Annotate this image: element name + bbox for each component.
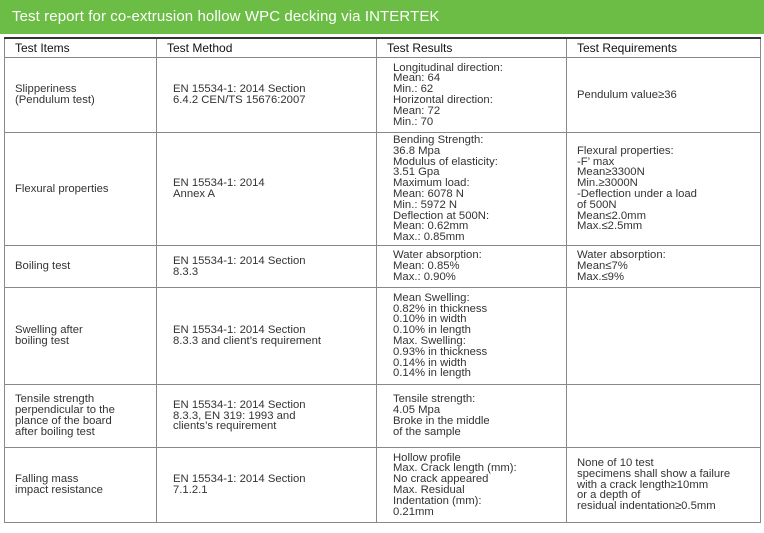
- cell-text-line: Max.≤2.5mm: [577, 220, 643, 233]
- cell-text-line: Min.: 5972 N: [393, 198, 458, 211]
- cell-text-line: Modulus of elasticity:: [393, 155, 498, 168]
- table-row: [5, 133, 761, 246]
- cell-text-line: impact resistance: [15, 484, 103, 496]
- test-item-cell: [5, 58, 157, 133]
- cell-text-line: Max. Swelling:: [393, 335, 466, 347]
- header-test-items: Test Items: [5, 38, 157, 58]
- test-method-cell: [157, 133, 377, 246]
- cell-text-line: Min.: 62: [393, 83, 434, 96]
- cell-text-line: Mean: 0.62mm: [393, 220, 469, 233]
- test-method-cell: [157, 58, 377, 133]
- cell-text-line: 0.10% in length: [393, 324, 471, 337]
- cell-text-line: 0.10% in width: [393, 313, 467, 326]
- cell-text-line: EN 15534-1: 2014 Section: [173, 324, 306, 337]
- cell-text-line: 4.05 Mpa: [393, 404, 441, 417]
- cell-text-line: -F’ max: [577, 155, 615, 168]
- cell-text-line: Slipperiness: [15, 83, 77, 96]
- table-row: [5, 385, 761, 448]
- cell-text-line: of 500N: [577, 198, 617, 211]
- cell-text-line: Indentation (mm):: [393, 494, 482, 507]
- cell-text-line: or a depth of: [577, 489, 641, 502]
- header-test-method: Test Method: [157, 38, 377, 58]
- cell-text-line: residual indentation≥0.5mm: [577, 500, 716, 513]
- cell-text-line: perpendicular to the: [15, 404, 115, 417]
- test-results-cell: [377, 58, 567, 133]
- cell-text-line: Hollow profile: [393, 451, 461, 464]
- cell-text-line: Deflection at 500N:: [393, 209, 490, 222]
- cell-text-line: Flexural properties:: [577, 144, 674, 157]
- test-method-cell: [157, 246, 377, 288]
- cell-text-line: 3.51 Gpa: [393, 166, 440, 179]
- report-title-banner: [0, 0, 764, 34]
- cell-text-line: Pendulum value≥36: [577, 88, 677, 101]
- cell-text-line: 6.4.2 CEN/TS 15676:2007: [173, 94, 306, 106]
- cell-text-line: Tensile strength:: [393, 393, 476, 406]
- cell-text-line: 0.82% in thickness: [393, 302, 488, 315]
- cell-text-line: Maximum load:: [393, 177, 470, 190]
- cell-text-line: Min.: 70: [393, 115, 434, 128]
- cell-text-line: Swelling after: [15, 324, 83, 337]
- test-requirements-cell: [567, 448, 761, 523]
- cell-text-line: EN 15534-1: 2014: [173, 177, 265, 190]
- cell-text-line: Max. Crack length (mm):: [393, 462, 517, 475]
- table-row: [5, 246, 761, 288]
- cell-text-line: Max.: 0.90%: [393, 270, 456, 283]
- cell-text-line: after boiling test: [15, 425, 95, 438]
- cell-text-line: 0.21mm: [393, 505, 434, 518]
- cell-text-line: specimens shall show a failure: [577, 467, 731, 480]
- cell-text-line: 0.14% in length: [393, 367, 471, 380]
- header-test-requirements: Test Requirements: [567, 38, 761, 58]
- cell-text-line: Boiling test: [15, 260, 71, 273]
- cell-text-line: boiling test: [15, 335, 70, 347]
- test-requirements-cell: [567, 246, 761, 288]
- cell-text-line: Mean≤7%: [577, 260, 628, 273]
- table-row: [5, 58, 761, 133]
- cell-text-line: (Pendulum test): [15, 94, 95, 106]
- table-header-row: [5, 38, 761, 58]
- test-results-cell: [377, 448, 567, 523]
- cell-text-line: Min.≥3000N: [577, 177, 638, 190]
- cell-text-line: Mean: 0.85%: [393, 260, 460, 273]
- test-method-cell: [157, 448, 377, 523]
- header-test-results: Test Results: [377, 38, 567, 58]
- test-item-cell: [5, 133, 157, 246]
- cell-text-line: 8.3.3 and client’s requirement: [173, 335, 321, 347]
- cell-text-line: EN 15534-1: 2014 Section: [173, 83, 306, 96]
- cell-text-line: Max.≤9%: [577, 270, 625, 283]
- cell-text-line: plance of the board: [15, 415, 112, 427]
- test-item-cell: [5, 385, 157, 448]
- test-method-cell: [157, 288, 377, 385]
- cell-text-line: Mean≥3300N: [577, 166, 645, 179]
- cell-text-line: Mean: 72: [393, 104, 441, 117]
- cell-text-line: Tensile strength: [15, 393, 95, 406]
- test-item-cell: [5, 246, 157, 288]
- cell-text-line: Annex A: [173, 188, 216, 200]
- cell-text-line: Water absorption:: [577, 249, 666, 262]
- cell-text-line: with a crack length≥10mm: [577, 478, 709, 491]
- cell-text-line: 8.3.3: [173, 265, 199, 278]
- cell-text-line: 36.8 Mpa: [393, 144, 441, 157]
- cell-text-line: 8.3.3, EN 319: 1993 and: [173, 409, 296, 422]
- cell-text-line: Falling mass: [15, 473, 79, 486]
- report-title: Test report for co-extrusion hollow WPC decking via INTERTEK: [12, 8, 440, 25]
- cell-text-line: 0.93% in thickness: [393, 345, 488, 358]
- cell-text-line: 7.1.2.1: [173, 484, 208, 496]
- test-report-table: [4, 37, 761, 523]
- cell-text-line: -Deflection under a load: [577, 188, 697, 200]
- cell-text-line: Horizontal direction:: [393, 94, 493, 106]
- cell-text-line: Water absorption:: [393, 249, 482, 262]
- cell-text-line: Mean: 6078 N: [393, 188, 464, 200]
- cell-text-line: EN 15534-1: 2014 Section: [173, 473, 306, 486]
- cell-text-line: EN 15534-1: 2014 Section: [173, 254, 306, 267]
- cell-text-line: clients’s requirement: [173, 420, 277, 433]
- test-item-cell: [5, 288, 157, 385]
- test-requirements-cell: [567, 288, 761, 385]
- test-method-cell: [157, 385, 377, 448]
- cell-text-line: Mean Swelling:: [393, 291, 470, 304]
- test-requirements-cell: [567, 385, 761, 448]
- cell-text-line: None of 10 test: [577, 457, 654, 469]
- cell-text-line: EN 15534-1: 2014 Section: [173, 398, 306, 411]
- test-results-cell: [377, 133, 567, 246]
- cell-text-line: Mean: 64: [393, 72, 441, 85]
- table-row: [5, 288, 761, 385]
- cell-text-line: 0.14% in width: [393, 356, 467, 369]
- cell-text-line: Broke in the middle: [393, 415, 490, 427]
- cell-text-line: Longitudinal direction:: [393, 61, 503, 74]
- cell-text-line: Mean≤2.0mm: [577, 209, 646, 222]
- cell-text-line: Bending Strength:: [393, 134, 484, 147]
- test-requirements-cell: [567, 58, 761, 133]
- cell-text-line: Flexural properties: [15, 182, 109, 195]
- test-results-cell: [377, 246, 567, 288]
- test-requirements-cell: [567, 133, 761, 246]
- table-row: [5, 448, 761, 523]
- test-results-cell: [377, 288, 567, 385]
- cell-text-line: No crack appeared: [393, 473, 489, 486]
- test-item-cell: [5, 448, 157, 523]
- cell-text-line: of the sample: [393, 425, 461, 438]
- cell-text-line: Max. Residual: [393, 484, 465, 496]
- test-results-cell: [377, 385, 567, 448]
- cell-text-line: Max.: 0.85mm: [393, 231, 465, 244]
